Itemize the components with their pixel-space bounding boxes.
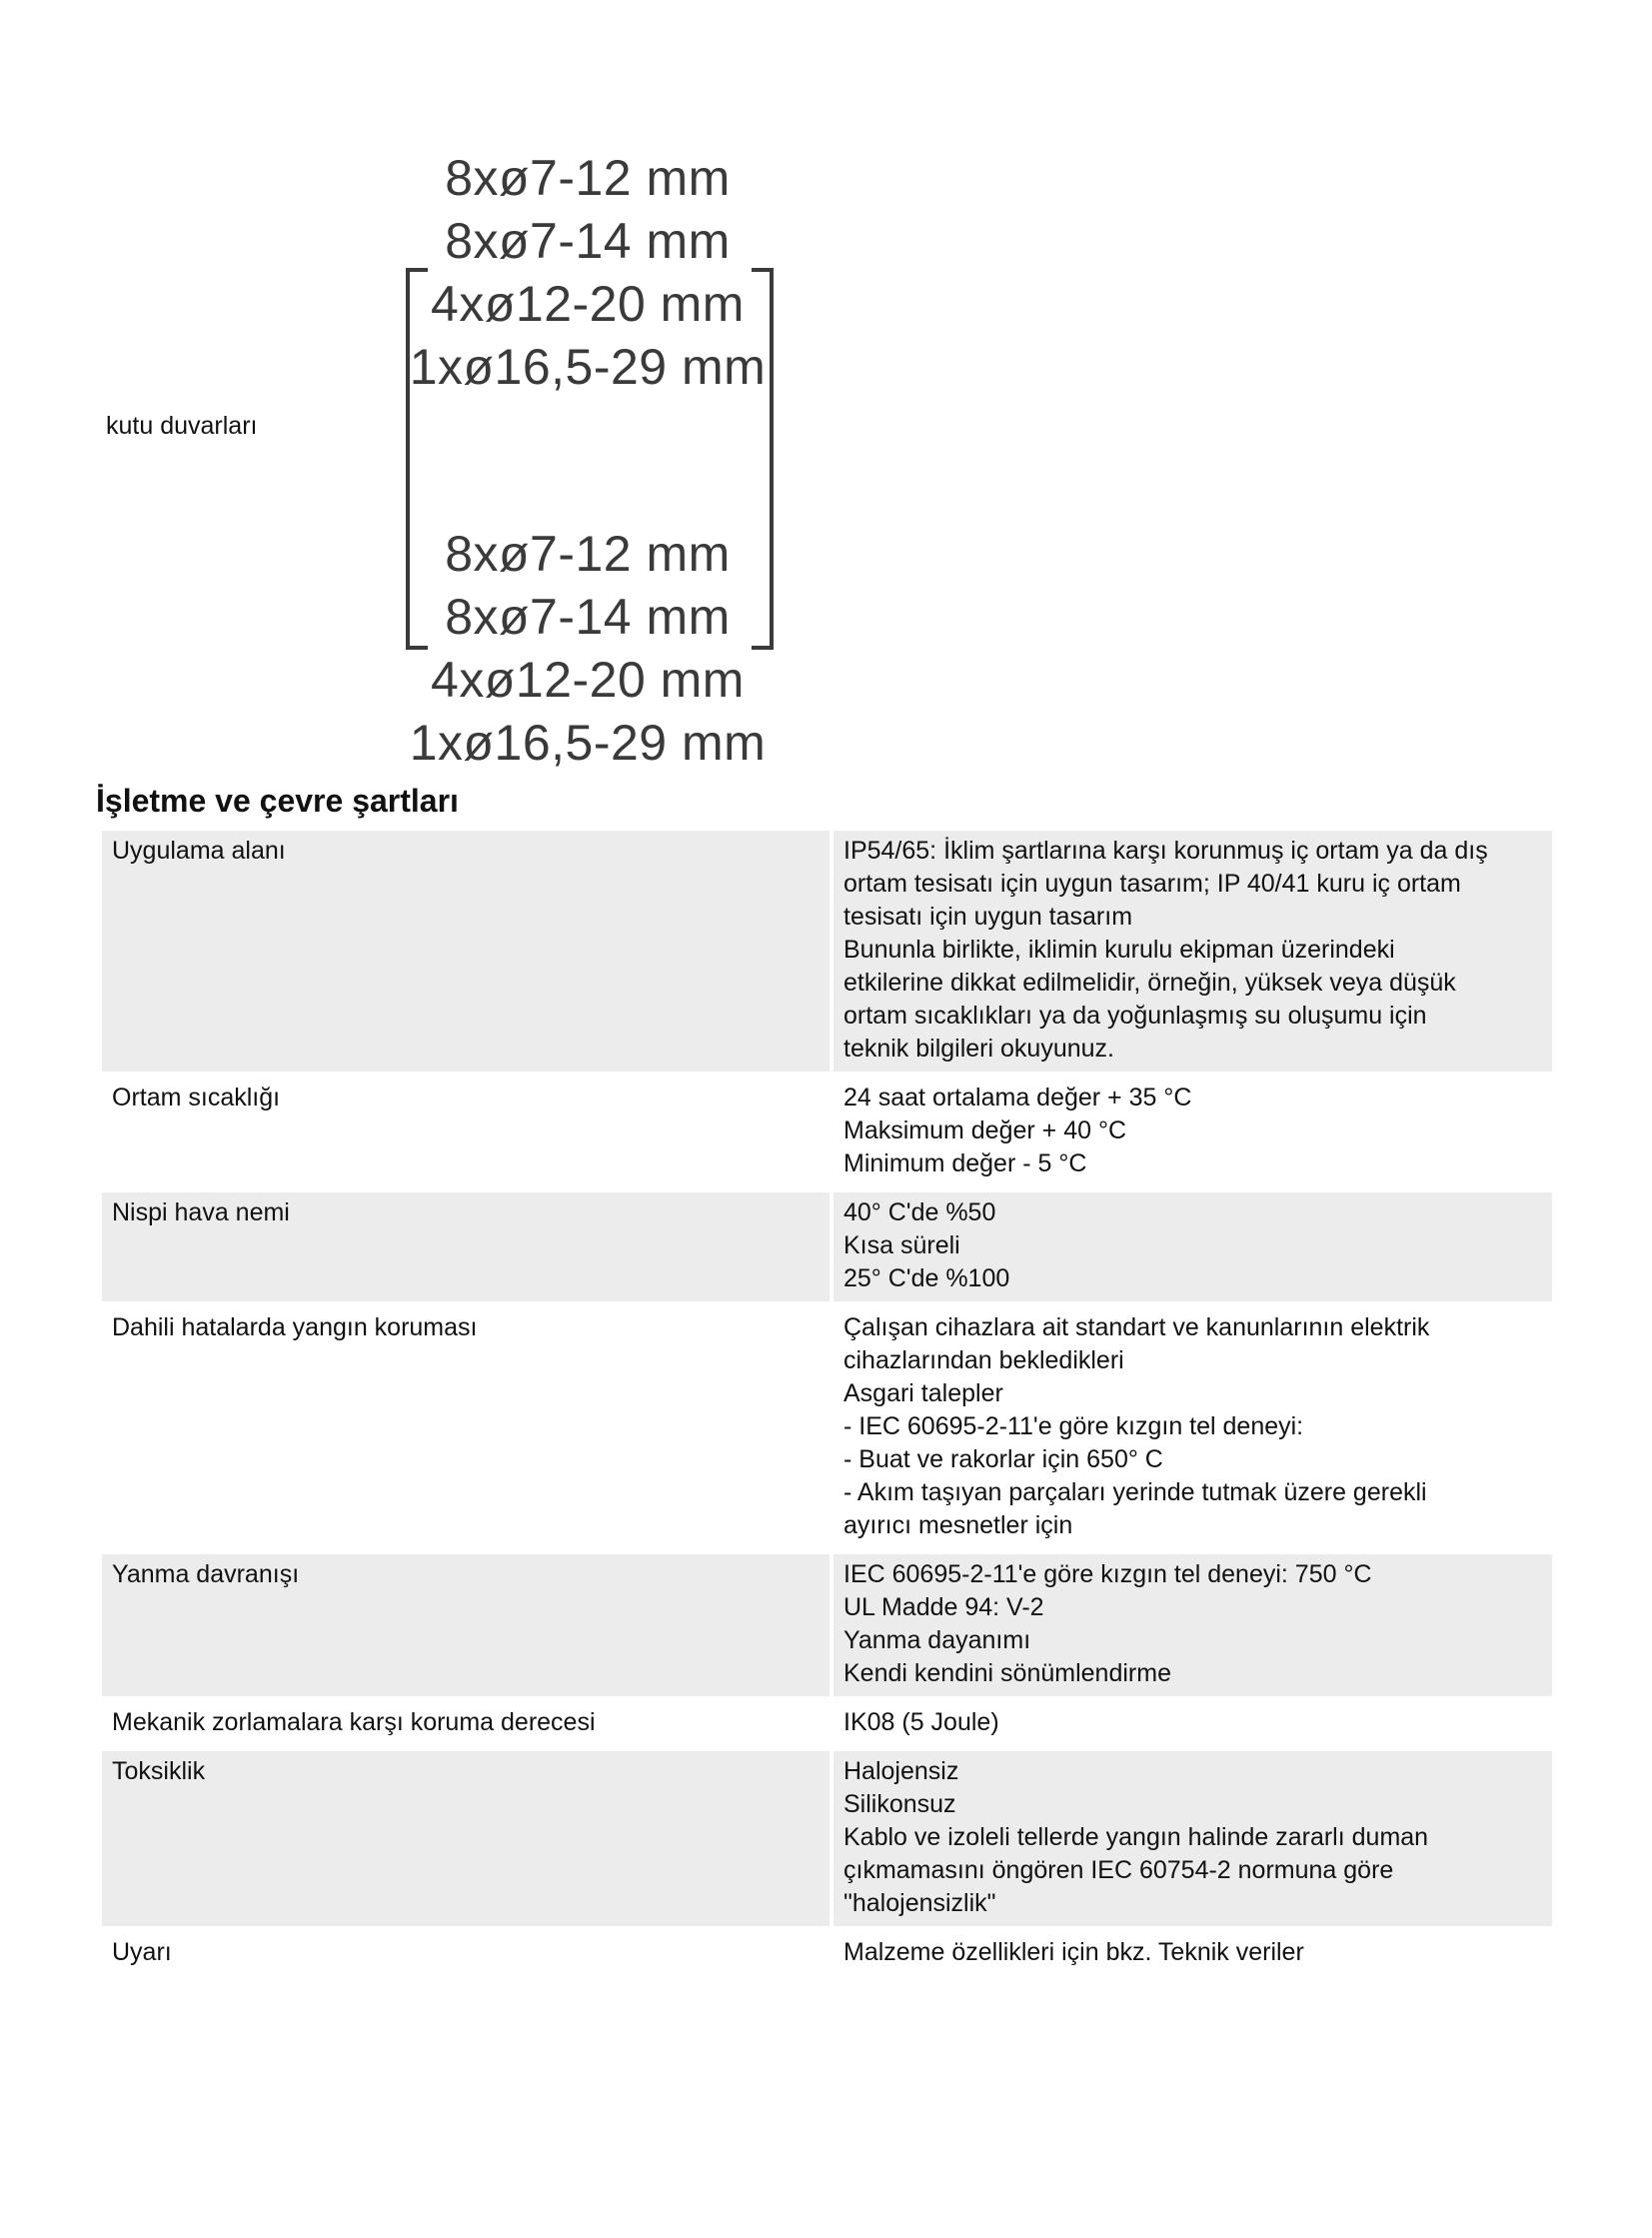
- value-line: Yanma dayanımı: [843, 1626, 1031, 1654]
- row-key: Nispi hava nemi: [102, 1192, 829, 1301]
- diagram-line: 4xø12-20 mm: [431, 652, 745, 708]
- value-line: teknik bilgileri okuyunuz.: [843, 1035, 1114, 1063]
- table-row: [102, 1932, 1552, 1975]
- value-line: IP54/65: İklim şartlarına karşı korunmuş iç ortam ya da dış: [843, 837, 1488, 865]
- row-value: [833, 1702, 1552, 1745]
- value-line: Silikonsuz: [843, 1790, 956, 1818]
- diagram-line: 1xø16,5-29 mm: [409, 715, 767, 771]
- value-line: UL Madde 94: V-2: [843, 1593, 1044, 1621]
- value-line: 24 saat ortalama değer + 35 °C: [843, 1084, 1192, 1112]
- value-line: ayırıcı mesnetler için: [843, 1511, 1073, 1539]
- value-line: Halojensiz: [843, 1757, 959, 1785]
- row-key: Yanma davranışı: [102, 1554, 829, 1696]
- value-line: 40° C'de %50: [843, 1198, 996, 1226]
- value-line: Kendi kendini sönümlendirme: [843, 1659, 1171, 1687]
- table-row: [102, 1702, 1552, 1745]
- value-line: Malzeme özellikleri için bkz. Teknik veriler: [843, 1938, 1304, 1966]
- row-key: Uyarı: [112, 1938, 172, 1966]
- table-row: [102, 831, 1552, 1072]
- row-value: [833, 1751, 1552, 1926]
- cable-entry-diagram: [388, 140, 788, 780]
- diagram-line: 8xø7-12 mm: [445, 150, 731, 206]
- table-row: [102, 1751, 1552, 1926]
- value-line: IK08 (5 Joule): [843, 1708, 999, 1736]
- value-line: ortam tesisatı için uygun tasarım; IP 40/41 kuru iç ortam: [843, 870, 1461, 898]
- value-line: 25° C'de %100: [843, 1264, 1010, 1292]
- row-value: [833, 1192, 1552, 1301]
- diagram-line: 8xø7-14 mm: [445, 589, 731, 645]
- section-title: İşletme ve çevre şartları: [96, 783, 459, 819]
- value-line: Maksimum değer + 40 °C: [843, 1117, 1127, 1144]
- diagram-line: 8xø7-14 mm: [445, 213, 731, 269]
- table-row: [102, 1554, 1552, 1696]
- row-key: Ortam sıcaklığı: [112, 1084, 281, 1112]
- value-line: Kablo ve izoleli tellerde yangın halinde zararlı duman: [843, 1823, 1429, 1851]
- value-line: Minimum değer - 5 °C: [843, 1149, 1087, 1177]
- row-value: [833, 1554, 1552, 1696]
- diagram-line: 8xø7-12 mm: [445, 526, 731, 582]
- value-line: cihazlarından bekledikleri: [843, 1346, 1124, 1374]
- value-line: "halojensizlik": [843, 1889, 996, 1917]
- value-line: çıkmamasını öngören IEC 60754-2 normuna göre: [843, 1856, 1394, 1884]
- row-value: [833, 1078, 1552, 1186]
- table-row: [102, 1192, 1552, 1301]
- value-line: Asgari talepler: [843, 1379, 1003, 1407]
- value-line: Çalışan cihazlara ait standart ve kanunlarının elektrik: [843, 1313, 1430, 1341]
- value-line: - Akım taşıyan parçaları yerinde tutmak üzere gerekli: [843, 1478, 1427, 1506]
- value-line: ortam sıcaklıkları ya da yoğunlaşmış su oluşumu için: [843, 1002, 1427, 1030]
- value-line: etkilerine dikkat edilmelidir, örneğin, yüksek veya düşük: [843, 969, 1456, 997]
- row-key: Toksiklik: [102, 1751, 829, 1926]
- value-line: - IEC 60695-2-11'e göre kızgın tel deneyi:: [843, 1412, 1304, 1440]
- table-row: [102, 1307, 1552, 1548]
- row-value: [833, 1932, 1552, 1975]
- diagram-line: 1xø16,5-29 mm: [409, 339, 767, 395]
- value-line: - Buat ve rakorlar için 650° C: [843, 1445, 1163, 1473]
- row-value: [833, 1307, 1552, 1548]
- row-key: Mekanik zorlamalara karşı koruma derecesi: [112, 1708, 596, 1736]
- table-row: [102, 1078, 1552, 1186]
- figure-label: kutu duvarları: [106, 412, 258, 440]
- value-line: Bununla birlikte, iklimin kurulu ekipman üzerindeki: [843, 936, 1395, 964]
- row-key: Uygulama alanı: [102, 831, 829, 1072]
- row-value: [833, 831, 1552, 1072]
- diagram-line: 4xø12-20 mm: [431, 276, 745, 332]
- row-key: Dahili hatalarda yangın koruması: [112, 1313, 478, 1341]
- value-line: Kısa süreli: [843, 1231, 960, 1259]
- value-line: IEC 60695-2-11'e göre kızgın tel deneyi: 750 °C: [843, 1560, 1372, 1588]
- value-line: tesisatı için uygun tasarım: [843, 903, 1133, 931]
- cable-entry-figure-row: [98, 140, 1557, 780]
- spec-table: [98, 825, 1556, 1981]
